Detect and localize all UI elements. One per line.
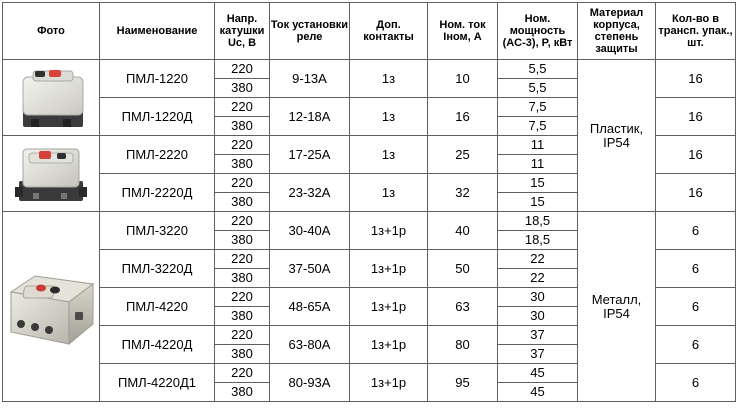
rated-power: 30	[498, 288, 578, 307]
aux-contacts: 1з+1р	[350, 364, 428, 402]
header-row	[3, 3, 736, 60]
pack-qty: 16	[656, 136, 736, 174]
coil-voltage: 380	[215, 307, 270, 326]
rated-power: 15	[498, 193, 578, 212]
coil-voltage: 380	[215, 79, 270, 98]
aux-contacts: 1з	[350, 174, 428, 212]
header-setting-current: Ток установки реле	[270, 3, 350, 60]
metal-starter-icon	[5, 262, 97, 352]
setting-current: 9-13А	[270, 60, 350, 98]
product-name: ПМЛ-2220	[100, 136, 215, 174]
product-name: ПМЛ-3220	[100, 212, 215, 250]
rated-current: 25	[428, 136, 498, 174]
header-rated-power: Ном. мощность (AC-3), P, кВт	[498, 3, 578, 60]
aux-contacts: 1з+1р	[350, 212, 428, 250]
aux-contacts: 1з+1р	[350, 250, 428, 288]
coil-voltage: 380	[215, 231, 270, 250]
product-name: ПМЛ-1220Д	[100, 98, 215, 136]
pack-qty: 6	[656, 326, 736, 364]
rated-power: 22	[498, 269, 578, 288]
setting-current: 17-25А	[270, 136, 350, 174]
aux-contacts: 1з	[350, 136, 428, 174]
pack-qty: 16	[656, 60, 736, 98]
pack-qty: 6	[656, 212, 736, 250]
rated-power: 15	[498, 174, 578, 193]
header-rated-current: Ном. ток Iном, А	[428, 3, 498, 60]
header-coil-voltage: Напр. катушки Uc, В	[215, 3, 270, 60]
rated-power: 5,5	[498, 60, 578, 79]
header-pack-qty: Кол-во в трансп. упак., шт.	[656, 3, 736, 60]
coil-voltage: 220	[215, 326, 270, 345]
table-row	[3, 212, 736, 231]
table-row	[3, 60, 736, 79]
pack-qty: 6	[656, 364, 736, 402]
header-material: Материал корпуса, степень защиты	[578, 3, 656, 60]
product-name: ПМЛ-4220Д	[100, 326, 215, 364]
setting-current: 37-50А	[270, 250, 350, 288]
rated-power: 11	[498, 155, 578, 174]
header-aux-contacts: Доп. контакты	[350, 3, 428, 60]
photo-cell-medium-plastic	[3, 136, 100, 212]
coil-voltage: 380	[215, 383, 270, 402]
material-metal: Металл, IP54	[578, 212, 656, 402]
setting-current: 63-80А	[270, 326, 350, 364]
setting-current: 30-40А	[270, 212, 350, 250]
rated-current: 10	[428, 60, 498, 98]
rated-power: 37	[498, 326, 578, 345]
setting-current: 23-32А	[270, 174, 350, 212]
setting-current: 48-65А	[270, 288, 350, 326]
rated-power: 22	[498, 250, 578, 269]
pack-qty: 16	[656, 174, 736, 212]
coil-voltage: 380	[215, 117, 270, 136]
product-name: ПМЛ-2220Д	[100, 174, 215, 212]
coil-voltage: 380	[215, 269, 270, 288]
setting-current: 80-93А	[270, 364, 350, 402]
rated-current: 50	[428, 250, 498, 288]
rated-power: 45	[498, 364, 578, 383]
rated-power: 37	[498, 345, 578, 364]
coil-voltage: 380	[215, 193, 270, 212]
product-name: ПМЛ-4220Д1	[100, 364, 215, 402]
rated-power: 45	[498, 383, 578, 402]
starter-spec-table	[2, 2, 736, 402]
photo-cell-metal	[3, 212, 100, 402]
rated-current: 95	[428, 364, 498, 402]
rated-power: 11	[498, 136, 578, 155]
medium-plastic-starter-icon	[11, 141, 91, 207]
coil-voltage: 220	[215, 98, 270, 117]
photo-cell-small-plastic	[3, 60, 100, 136]
coil-voltage: 220	[215, 136, 270, 155]
material-plastic: Пластик, IP54	[578, 60, 656, 212]
product-name: ПМЛ-3220Д	[100, 250, 215, 288]
pack-qty: 16	[656, 98, 736, 136]
aux-contacts: 1з+1р	[350, 326, 428, 364]
aux-contacts: 1з	[350, 60, 428, 98]
header-photo: Фото	[3, 3, 100, 60]
aux-contacts: 1з	[350, 98, 428, 136]
rated-power: 7,5	[498, 117, 578, 136]
coil-voltage: 220	[215, 288, 270, 307]
rated-current: 40	[428, 212, 498, 250]
coil-voltage: 220	[215, 212, 270, 231]
rated-current: 32	[428, 174, 498, 212]
coil-voltage: 220	[215, 364, 270, 383]
rated-power: 5,5	[498, 79, 578, 98]
coil-voltage: 220	[215, 250, 270, 269]
pack-qty: 6	[656, 288, 736, 326]
pack-qty: 6	[656, 250, 736, 288]
rated-current: 80	[428, 326, 498, 364]
rated-power: 18,5	[498, 212, 578, 231]
small-plastic-starter-icon	[11, 65, 91, 131]
aux-contacts: 1з+1р	[350, 288, 428, 326]
rated-current: 63	[428, 288, 498, 326]
rated-power: 18,5	[498, 231, 578, 250]
product-name: ПМЛ-4220	[100, 288, 215, 326]
rated-power: 7,5	[498, 98, 578, 117]
coil-voltage: 380	[215, 155, 270, 174]
product-name: ПМЛ-1220	[100, 60, 215, 98]
rated-current: 16	[428, 98, 498, 136]
setting-current: 12-18А	[270, 98, 350, 136]
rated-power: 30	[498, 307, 578, 326]
header-name: Наименование	[100, 3, 215, 60]
coil-voltage: 380	[215, 345, 270, 364]
coil-voltage: 220	[215, 174, 270, 193]
coil-voltage: 220	[215, 60, 270, 79]
